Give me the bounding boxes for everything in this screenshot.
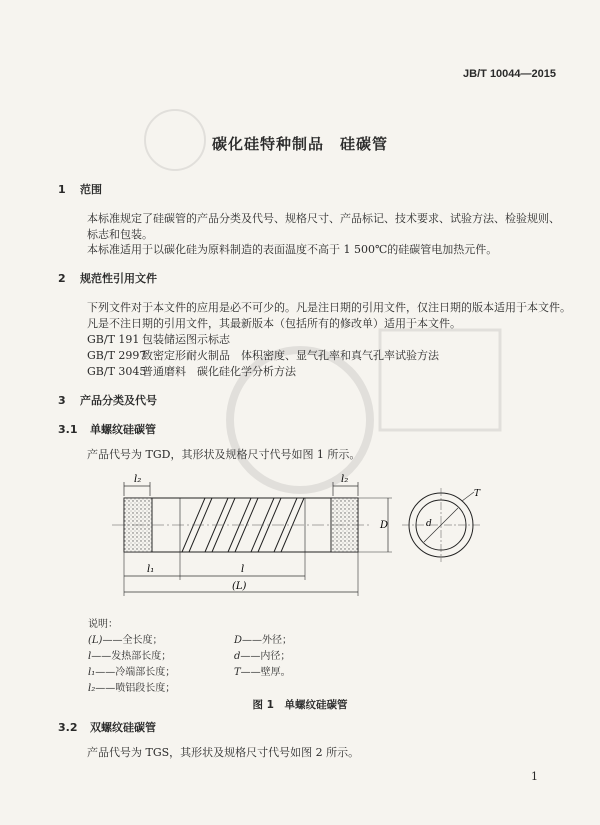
dim-d: d bbox=[426, 519, 432, 529]
ref-title: 普通磨料 碳化硅化学分析方法 bbox=[142, 365, 296, 378]
legend-item: l₁——冷端部长度； bbox=[88, 667, 176, 678]
section-number: 2 bbox=[58, 272, 66, 285]
dim-l2-right: l₂ bbox=[341, 474, 349, 485]
dim-L: (L) bbox=[232, 581, 247, 592]
section-title: 产品分类及代号 bbox=[80, 394, 157, 407]
legend-item: T——壁厚。 bbox=[234, 667, 291, 678]
section-title: 规范性引用文件 bbox=[80, 272, 157, 285]
paragraph: 产品代号为 TGD，其形状及规格尺寸代号如图 1 所示。 bbox=[87, 448, 361, 461]
paragraph-cont: 标志和包装。 bbox=[87, 228, 153, 241]
legend-item: l——发热部长度； bbox=[88, 651, 172, 662]
document-title: 碳化硅特种制品 硅碳管 bbox=[211, 135, 388, 153]
section-3-1-heading bbox=[58, 421, 156, 437]
page-number: 1 bbox=[531, 770, 538, 783]
section-title: 双螺纹硅碳管 bbox=[90, 721, 156, 734]
ref-code: GB/T 3045 bbox=[87, 365, 147, 378]
paragraph: 下列文件对于本文件的应用是必不可少的。凡是注日期的引用文件，仅注日期的版本适用于本文件。 bbox=[87, 301, 571, 314]
figure-1-drawing bbox=[0, 468, 600, 608]
reference-item bbox=[87, 363, 296, 379]
section-title: 单螺纹硅碳管 bbox=[90, 423, 156, 436]
dim-T: T bbox=[474, 489, 481, 499]
dim-l1: l₁ bbox=[147, 564, 155, 575]
ref-code: GB/T 2997 bbox=[87, 349, 147, 362]
ref-title: 包装储运图示标志 bbox=[142, 333, 230, 346]
legend-title: 说明： bbox=[88, 619, 118, 630]
paragraph-cont: 凡是不注日期的引用文件，其最新版本（包括所有的修改单）适用于本文件。 bbox=[87, 317, 461, 330]
section-number: 3.1 bbox=[58, 423, 78, 436]
legend-item: d——内径； bbox=[234, 651, 291, 662]
section-number: 3 bbox=[58, 394, 66, 407]
section-3-2-heading bbox=[58, 719, 156, 735]
dim-l: l bbox=[241, 564, 245, 575]
reference-item bbox=[87, 347, 439, 363]
section-title: 范围 bbox=[80, 183, 102, 196]
section-3-heading bbox=[58, 392, 157, 408]
section-number: 3.2 bbox=[58, 721, 78, 734]
dim-l2-left: l₂ bbox=[134, 474, 142, 485]
paragraph: 产品代号为 TGS，其形状及规格尺寸代号如图 2 所示。 bbox=[87, 746, 360, 759]
ref-title: 致密定形耐火制品 体积密度、显气孔率和真气孔率试验方法 bbox=[142, 349, 439, 362]
legend-item: D——外径； bbox=[234, 635, 293, 646]
section-2-heading bbox=[58, 270, 157, 286]
ref-code: GB/T 191 bbox=[87, 333, 140, 346]
paragraph: 本标准适用于以碳化硅为原料制造的表面温度不高于 1 500℃的硅碳管电加热元件。 bbox=[87, 243, 498, 256]
reference-item bbox=[87, 331, 230, 347]
section-1-heading bbox=[58, 181, 102, 197]
section-number: 1 bbox=[58, 183, 66, 196]
standard-number: JB/T 10044—2015 bbox=[463, 68, 556, 80]
legend-item: l₂——喷铝段长度； bbox=[88, 683, 176, 694]
dim-D: D bbox=[380, 520, 389, 531]
paragraph: 本标准规定了硅碳管的产品分类及代号、规格尺寸、产品标记、技术要求、试验方法、检验规则、 bbox=[87, 212, 560, 225]
legend-item: (L)——全长度； bbox=[88, 635, 163, 646]
figure-caption: 图 1 单螺纹硅碳管 bbox=[252, 699, 348, 711]
